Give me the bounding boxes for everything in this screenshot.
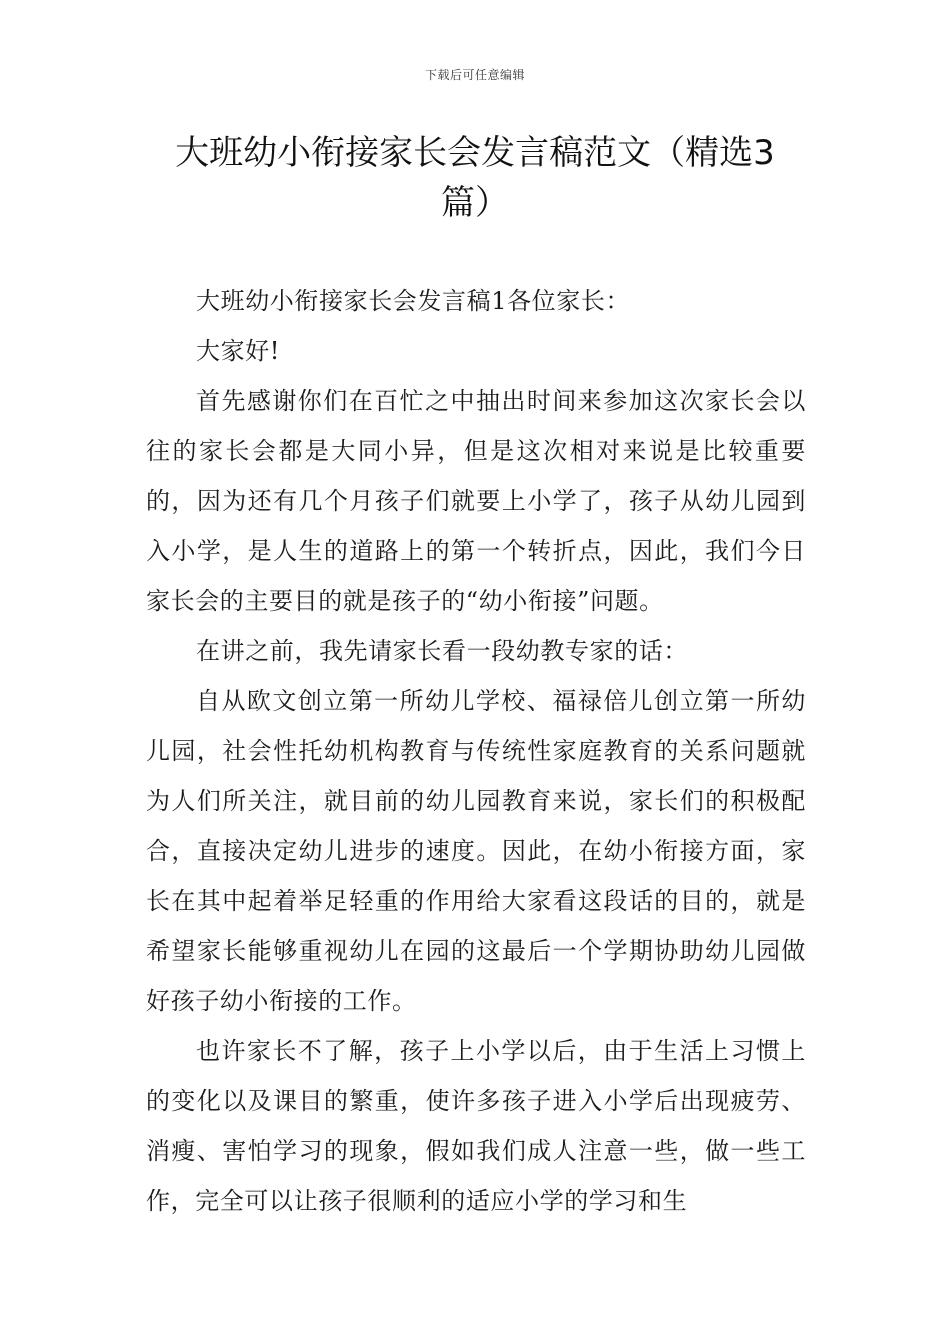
document-body <box>146 276 806 1226</box>
paragraph-hello: 大家好! <box>196 337 281 365</box>
header-note: 下载后可任意编辑 <box>424 68 525 82</box>
paragraph-transition: 也许家长不了解，孩子上小学以后，由于生活上习惯上的变化以及课目的繁重，使许多孩子进入小学后出现疲劳、消瘦、害怕学习的现象，假如我们成人注意一些，做一些工作，完全可以让孩子很顺利的适应小学的学习和生 <box>146 1037 806 1215</box>
paragraph-intro: 首先感谢你们在百忙之中抽出时间来参加这次家长会以往的家长会都是大同小异，但是这次相对来说是比较重要的，因为还有几个月孩子们就要上小学了，孩子从幼儿园到入小学，是人生的道路上的第一个转折点，因此，我们今日家长会的主要目的就是孩子的“幼小衔接”问题。 <box>146 387 806 615</box>
paragraph-expert-quote: 自从欧文创立第一所幼儿学校、福禄倍儿创立第一所幼儿园，社会性托幼机构教育与传统性家庭教育的关系问题就为人们所关注，就目前的幼儿园教育来说，家长们的积极配合，直接决定幼儿进步的速度。因此，在幼小衔接方面，家长在其中起着举足轻重的作用给大家看这段话的目的，就是希望家长能够重视幼儿在园的这最后一个学期协助幼儿园做好孩子幼小衔接的工作。 <box>146 687 806 1015</box>
paragraph-greeting-line: 大班幼小衔接家长会发言稿1各位家长： <box>196 287 631 315</box>
paragraph-expert-lead: 在讲之前，我先请家长看一段幼教专家的话： <box>196 637 688 665</box>
document-title: 大班幼小衔接家长会发言稿范文（精选3篇） <box>175 133 775 223</box>
